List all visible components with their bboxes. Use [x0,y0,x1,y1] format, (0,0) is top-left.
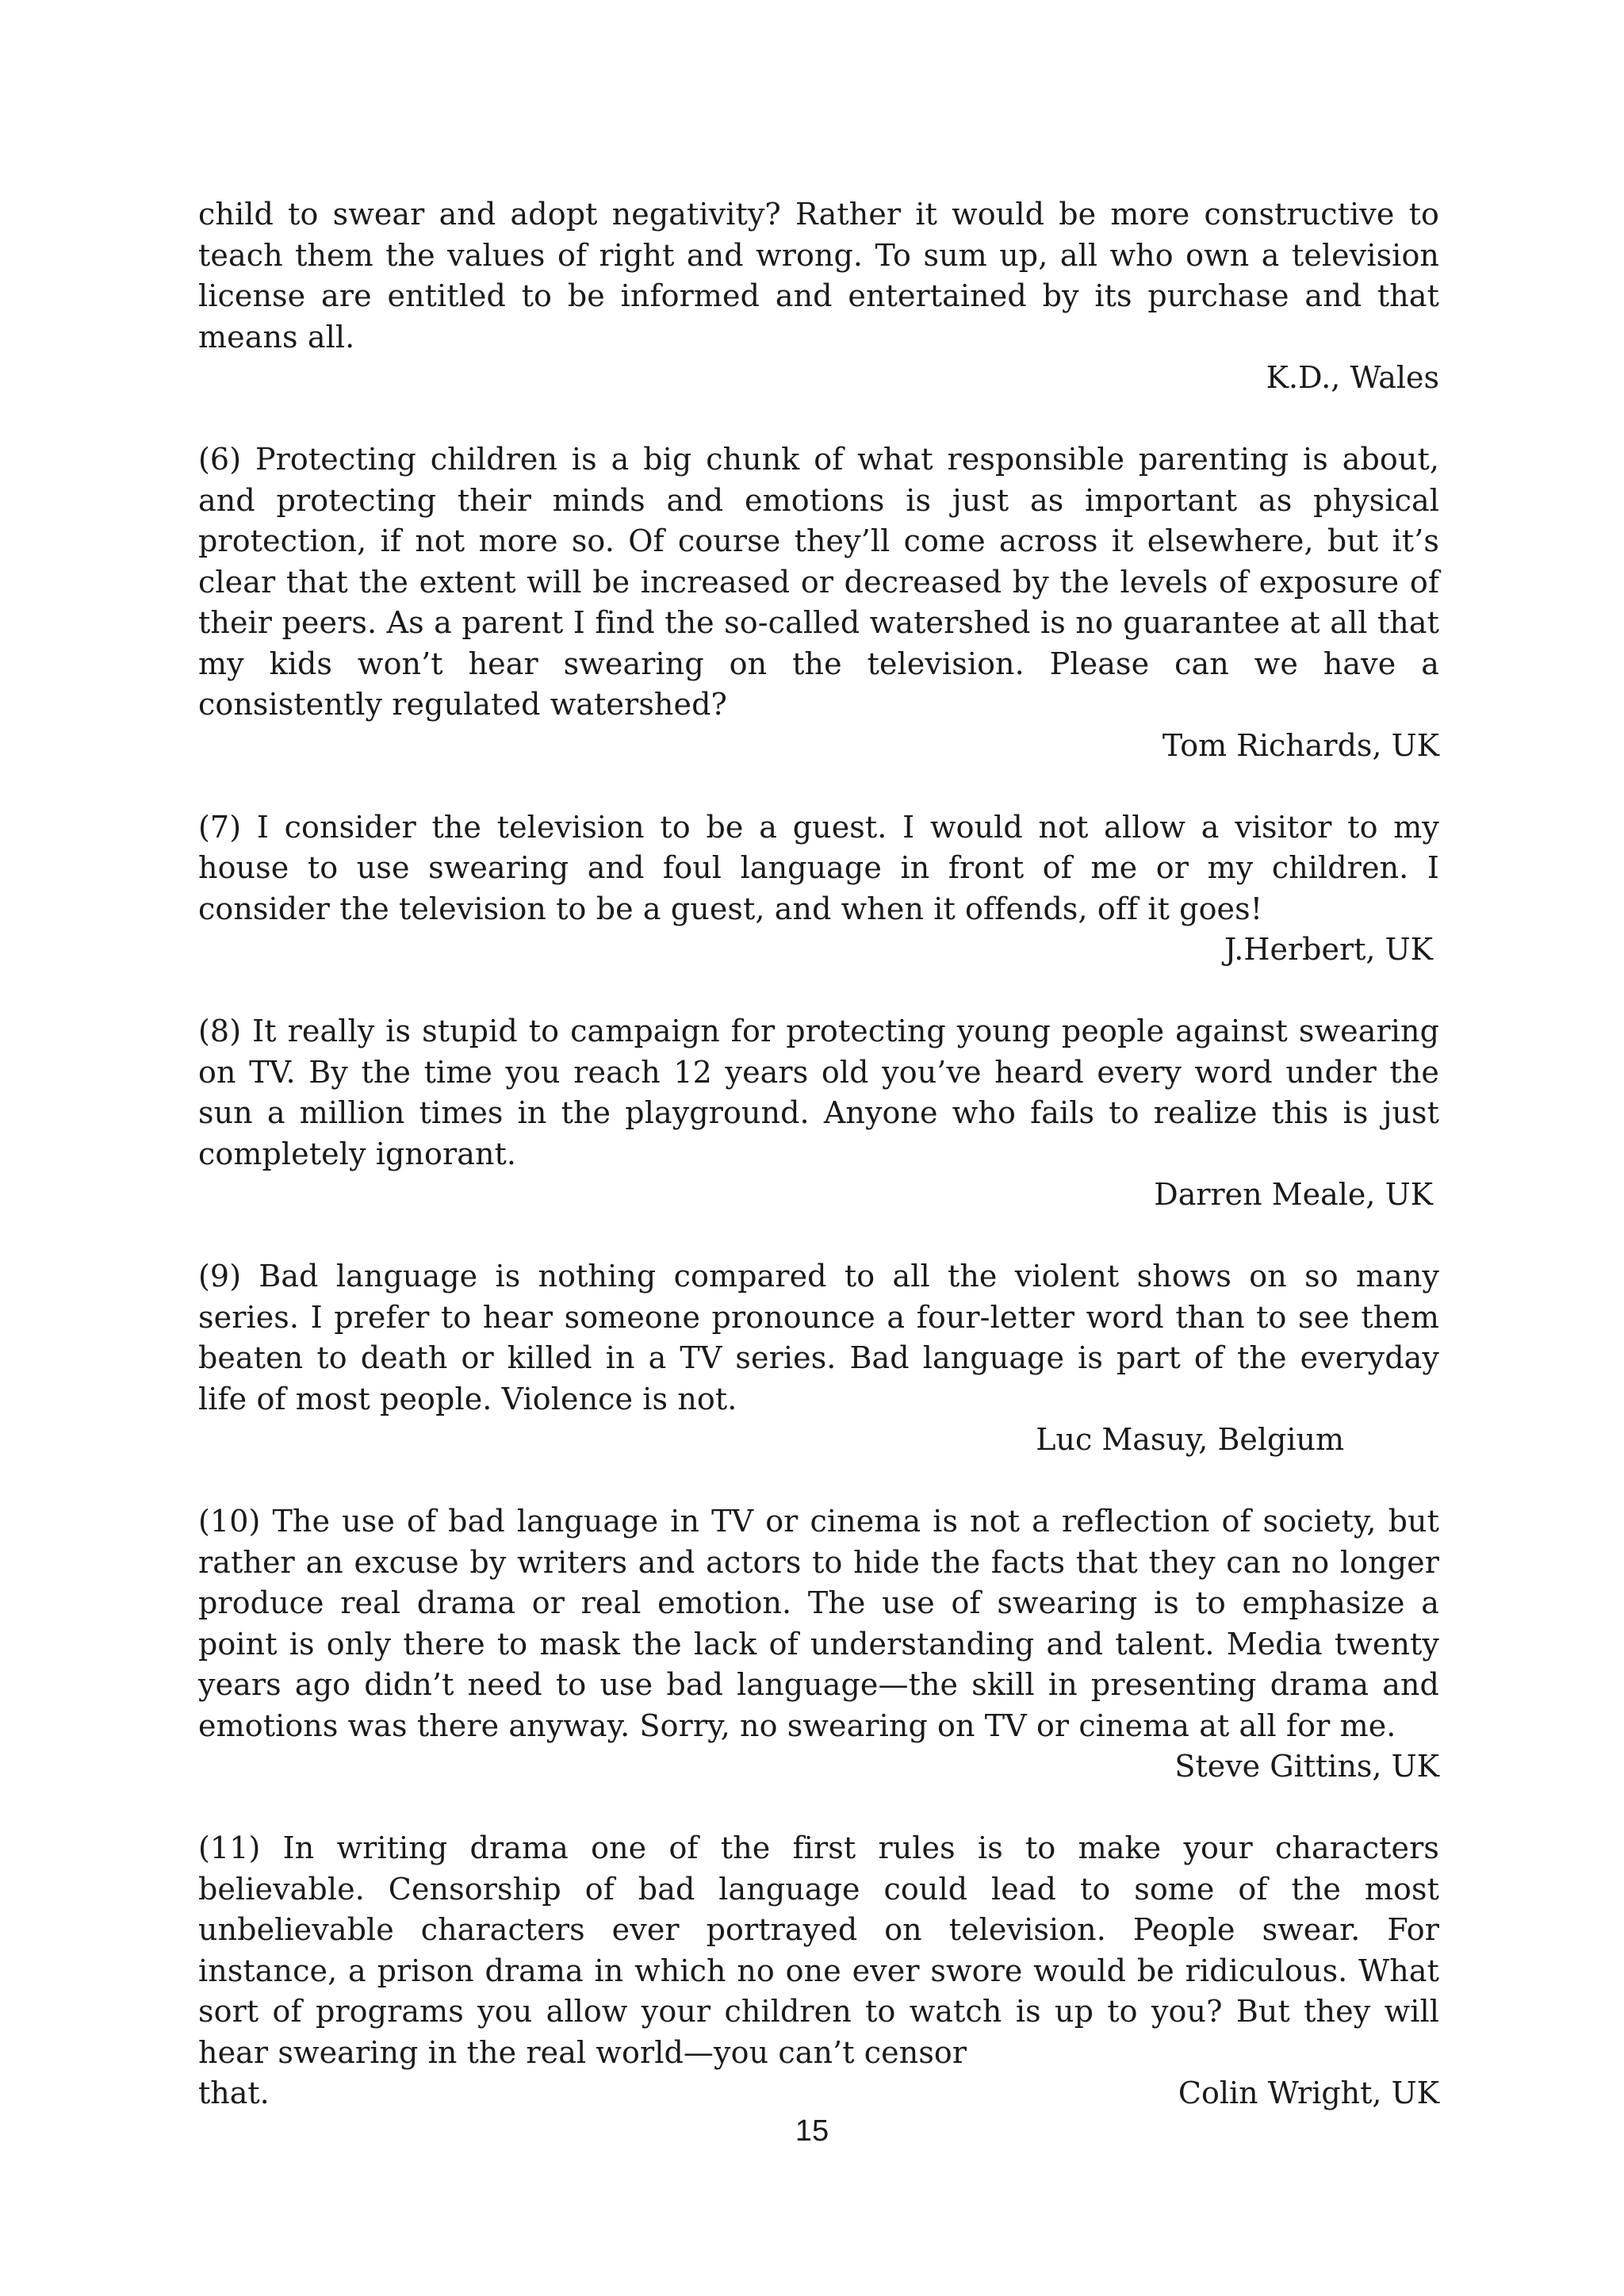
entry-9-text: (9) Bad language is nothing compared to all the violent shows on so many series. I prefer to hear someone pronounce a four-letter word than to see them beaten to death or killed in a TV series. Bad language is part of the everyday life of most people. Violence is not. [198,1259,1439,1416]
entry-10-text: (10) The use of bad language in TV or cinema is not a reflection of society, but rather an excuse by writers and actors to hide the facts that they can no longer produce real drama or real emotion. The use of swearing is to emphasize a point is only there to mask the lack of understanding and talent. Media twenty years ago didn’t need to use bad language—the skill in presenting drama and emotions was there anyway. Sorry, no swearing on TV or cinema at all for me. [198,1504,1439,1743]
entry-7-author: J.Herbert, UK [1224,932,1433,967]
entry-5-author: K.D., Wales [1266,360,1439,395]
entry-8-text: (8) It really is stupid to campaign for protecting young people against swearing on TV. By the time you reach 12 years old you’ve heard every word under the sun a million times in the playground. Anyone who fails to realize this is just completely ignorant. [198,1014,1439,1171]
entry-6-text: (6) Protecting children is a big chunk of what responsible parenting is about, and protecting their minds and emotions is just as important as physical protection, if not more so. Of course they’ll come across it elsewhere, but it’s clear that the extent will be increased or decreased by the levels of exposure of their peers. As a parent I find the so-called watershed is no guarantee at all that my kids won’t hear swearing on the television. Please can we have a consistently regulated watershed? [198,442,1439,722]
spacer [198,1788,1439,1829]
entry-11-last-word: that. [198,2076,270,2110]
document-body [198,194,1439,2114]
entry-6-author: Tom Richards, UK [1162,727,1439,763]
page-number: 15 [795,2114,829,2148]
spacer [198,399,1439,440]
entry-11-final-line [198,2073,1439,2114]
spacer [198,1461,1439,1502]
spacer [198,766,1439,807]
entry-11-text: (11) In writing drama one of the first rules is to make your characters believable. Censorship of bad language could lead to some of the most unbelievable characters ever portrayed on television. People swear. For instance, a prison drama in which no one ever swore would be ridiculous. What sort of programs you allow your children to watch is up to you? But they will hear swearing in the real world—you can’t censor [198,1830,1439,2070]
entry-5-text: child to swear and adopt negativity? Rather it would be more constructive to teach them the values of right and wrong. To sum up, all who own a television license are entitled to be informed and entertained by its purchase and that means all. [198,197,1439,355]
spacer [198,1216,1439,1257]
entry-10-author: Steve Gittins, UK [1174,1749,1439,1784]
entry-7-text: (7) I consider the television to be a guest. I would not allow a visitor to my house to use swearing and foul language in front of me or my children. I consider the television to be a guest, and when it offends, off it goes! [198,809,1439,926]
entry-11-author: Colin Wright, UK [1178,2076,1439,2110]
entry-9-author: Luc Masuy, Belgium [1036,1422,1344,1457]
entry-8-author: Darren Meale, UK [1154,1177,1433,1212]
spacer [198,971,1439,1012]
